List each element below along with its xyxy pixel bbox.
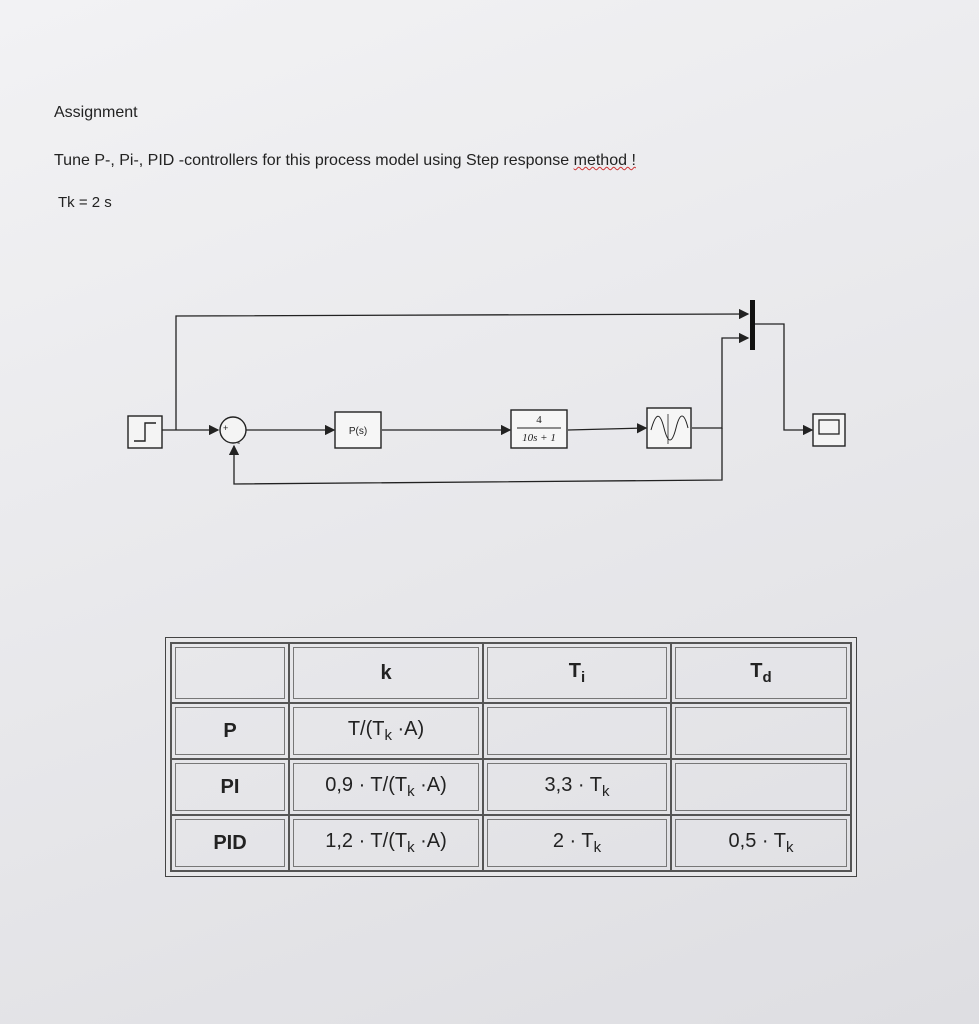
- signal-line: [568, 428, 646, 430]
- sum-minus-sign: -: [237, 438, 241, 449]
- tuning-rules-table: [170, 642, 852, 872]
- signal-line: [754, 324, 812, 430]
- k-cell: $T/(T_k \cdot A)$: [289, 703, 483, 759]
- header-ti: $T_i$: [483, 643, 671, 703]
- table-row: [171, 759, 851, 815]
- k-cell: $1,2 \cdot T/(T_k \cdot A)$: [289, 815, 483, 871]
- controller-block[interactable]: [335, 412, 381, 448]
- plant-block[interactable]: [511, 410, 567, 448]
- ti-cell: $3,3 \cdot T_k$: [483, 759, 671, 815]
- table-header-row: [171, 643, 851, 703]
- transport-delay-block[interactable]: [647, 408, 691, 448]
- ti-cell: [483, 703, 671, 759]
- table-row: [171, 703, 851, 759]
- tk-value: Tk = 2 s: [58, 194, 112, 211]
- task-text: Tune P-, Pi-, PID -controllers for this process model using Step response: [54, 152, 574, 169]
- row-label: PI: [171, 759, 289, 815]
- assignment-heading: Assignment: [54, 104, 138, 121]
- td-cell: [671, 703, 851, 759]
- sum-block[interactable]: [220, 417, 246, 449]
- td-cell: $0,5 \cdot T_k$: [671, 815, 851, 871]
- row-label: PID: [171, 815, 289, 871]
- signal-line: [692, 338, 748, 428]
- td-cell: [671, 759, 851, 815]
- mux-block[interactable]: [750, 300, 755, 350]
- empty-corner-cell: [171, 643, 289, 703]
- scope-block[interactable]: [813, 414, 845, 446]
- plant-denominator: 10s + 1: [522, 432, 556, 444]
- controller-label: P(s): [348, 426, 368, 437]
- sum-plus-sign: +: [223, 423, 229, 433]
- header-td: $T_d$: [671, 643, 851, 703]
- step-block[interactable]: [128, 416, 162, 448]
- table-row: [171, 815, 851, 871]
- ti-cell: $2 \cdot T_k$: [483, 815, 671, 871]
- k-cell: $0,9 \cdot T/(T_k \cdot A)$: [289, 759, 483, 815]
- row-label: P: [171, 703, 289, 759]
- header-k: k: [289, 643, 483, 703]
- plant-numerator: 4: [536, 414, 542, 426]
- task-underlined-word: method !: [573, 152, 636, 169]
